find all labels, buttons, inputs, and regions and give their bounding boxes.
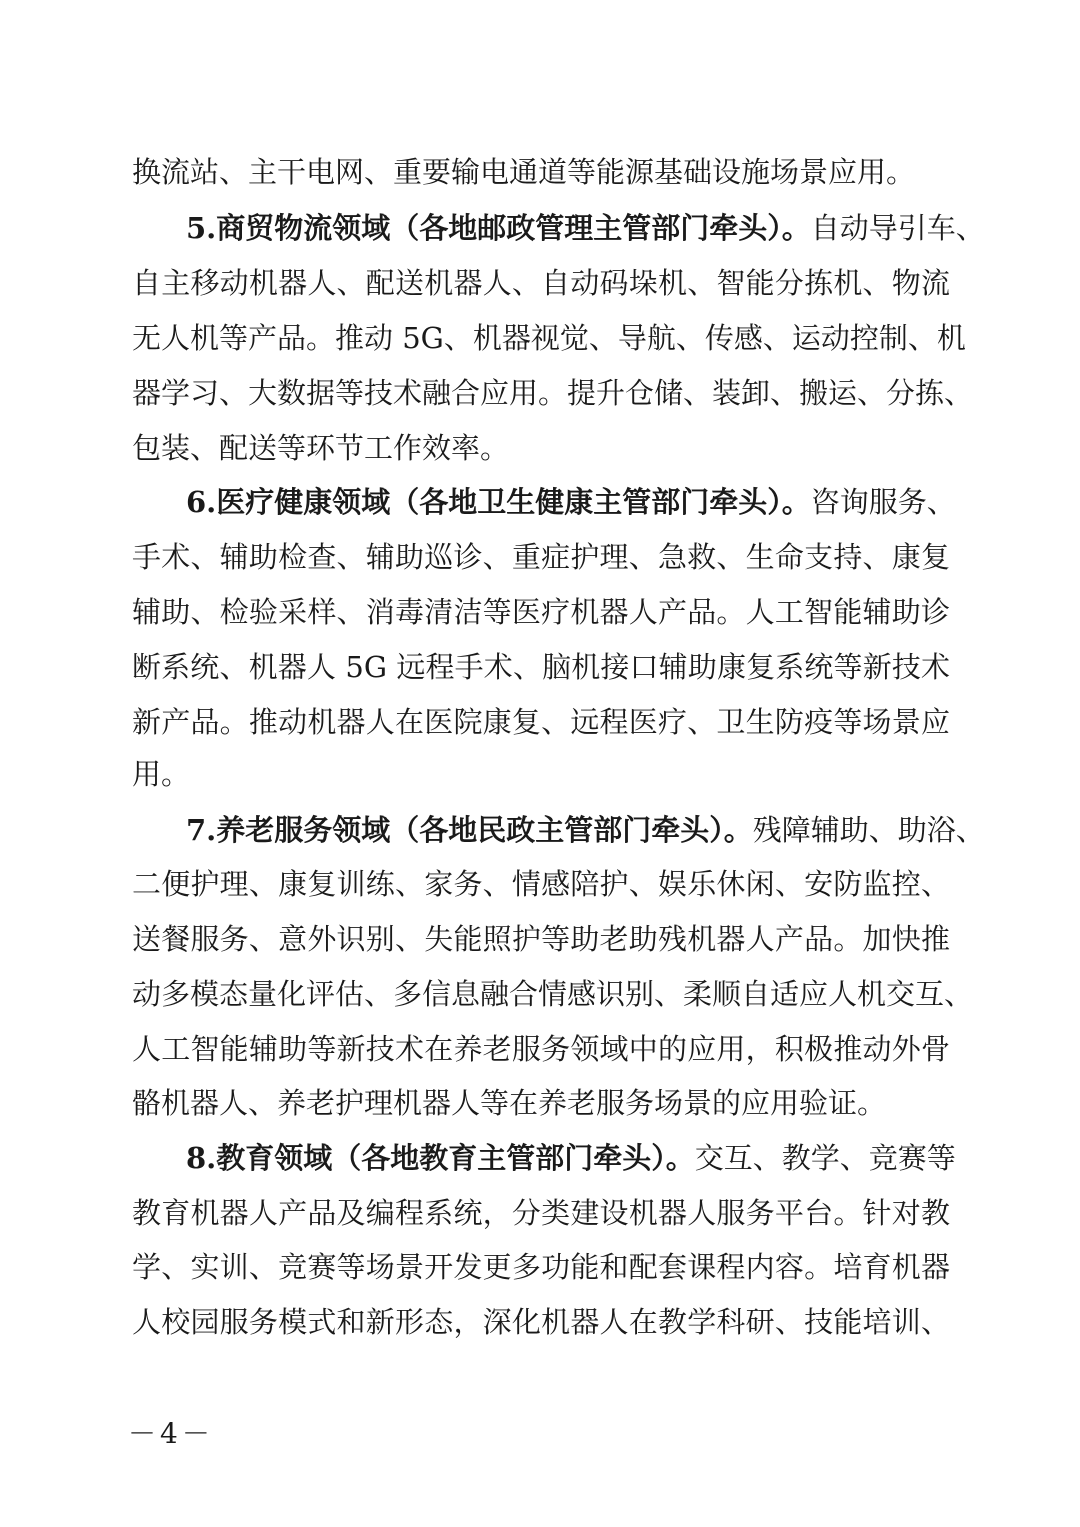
text-span: 自动导引车、 xyxy=(810,211,985,245)
text-span: 辅助、检验采样、消毒清洁等医疗机器人产品。人工智能辅助诊 xyxy=(132,595,950,629)
paragraph-5-first-line xyxy=(186,201,985,255)
text-line xyxy=(132,145,950,199)
text-line xyxy=(132,1022,950,1076)
text-span: 人校园服务模式和新形态，深化机器人在教学科研、技能培训、 xyxy=(132,1305,950,1339)
text-line xyxy=(132,366,974,420)
text-line xyxy=(132,421,950,475)
text-span: 学、实训、竞赛等场景开发更多功能和配套课程内容。培育机器 xyxy=(132,1250,950,1284)
text-span: 骼机器人、养老护理机器人等在养老服务场景的应用验证。 xyxy=(132,1086,887,1120)
text-line xyxy=(132,912,950,966)
text-span: 二便护理、康复训练、家务、情感陪护、娱乐休闲、安防监控、 xyxy=(132,867,950,901)
text-line xyxy=(132,967,974,1021)
text-line xyxy=(132,640,950,694)
text-span: 人工智能辅助等新技术在养老服务领域中的应用，积极推动外骨 xyxy=(132,1032,950,1066)
text-span: 动多模态量化评估、多信息融合情感识别、柔顺自适应人机交互、 xyxy=(132,977,974,1011)
paragraph-7-first-line xyxy=(186,803,985,857)
text-line xyxy=(132,857,950,911)
text-span: 用。 xyxy=(132,757,191,791)
section-heading-8: 8.教育领域（各地教育主管部门牵头）。 xyxy=(186,1141,695,1175)
text-span: 咨询服务、 xyxy=(810,485,956,519)
text-line xyxy=(132,1076,950,1130)
text-span: 器学习、大数据等技术融合应用。提升仓储、装卸、搬运、分拣、 xyxy=(132,376,974,410)
text-span: 自主移动机器人、配送机器人、自动码垛机、智能分拣机、物流 xyxy=(132,266,950,300)
section-heading-7: 7.养老服务领域（各地民政主管部门牵头）。 xyxy=(186,813,753,847)
paragraph-6-first-line xyxy=(186,475,956,529)
text-span: 教育机器人产品及编程系统，分类建设机器人服务平台。针对教 xyxy=(132,1196,950,1230)
text-span: 包装、配送等环节工作效率。 xyxy=(132,431,510,465)
text-line xyxy=(132,1240,950,1294)
text-span: 断系统、机器人 5G 远程手术、脑机接口辅助康复系统等新技术 xyxy=(132,650,950,684)
text-span: 交互、教学、竞赛等 xyxy=(694,1141,956,1175)
text-line xyxy=(132,530,950,584)
paragraph-8-first-line xyxy=(186,1131,956,1185)
text-span: 残障辅助、助浴、 xyxy=(752,813,985,847)
text-line xyxy=(132,585,950,639)
section-heading-5: 5.商贸物流领域（各地邮政管理主管部门牵头）。 xyxy=(186,211,811,245)
text-line xyxy=(132,1295,950,1349)
text-span: 新产品。推动机器人在医院康复、远程医疗、卫生防疫等场景应 xyxy=(132,705,950,739)
text-line xyxy=(132,695,950,749)
text-line xyxy=(132,1186,950,1240)
text-span: 送餐服务、意外识别、失能照护等助老助残机器人产品。加快推 xyxy=(132,922,950,956)
text-span: 手术、辅助检查、辅助巡诊、重症护理、急救、生命支持、康复 xyxy=(132,540,950,574)
text-line xyxy=(132,311,966,365)
text-span: 无人机等产品。推动 5G、机器视觉、导航、传感、运动控制、机 xyxy=(132,321,966,355)
text-span: 换流站、主干电网、重要输电通道等能源基础设施场景应用。 xyxy=(132,155,916,189)
section-heading-6: 6.医疗健康领域（各地卫生健康主管部门牵头）。 xyxy=(186,485,811,519)
page-number: －4－ xyxy=(128,1417,214,1450)
text-line xyxy=(132,747,950,801)
text-line xyxy=(132,256,950,310)
